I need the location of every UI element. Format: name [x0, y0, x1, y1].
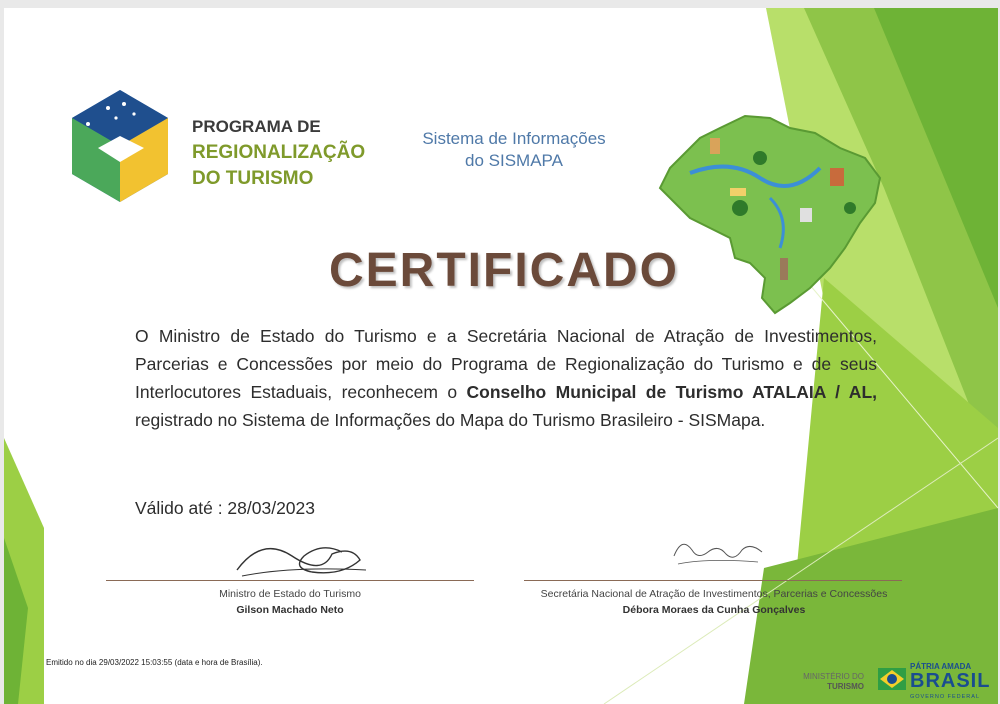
signature-secretary [668, 530, 768, 570]
issued-note: Emitido no dia 29/03/2022 15:03:55 (data e hora de Brasília). [46, 658, 263, 667]
brasil-wordmark: BRASIL [910, 670, 991, 692]
program-name-line3: DO TURISMO [192, 168, 314, 189]
body-part2: registrado no Sistema de Informações do Mapa do Turismo Brasileiro - SISMapa. [135, 410, 766, 430]
signature-left-role: Ministro de Estado do Turismo [219, 588, 361, 600]
signature-line-right [524, 580, 902, 581]
ministerio-line2: TURISMO [827, 682, 864, 691]
sismapa-line2: do SISMAPA [465, 151, 563, 170]
signature-right-name: Débora Moraes da Cunha Gonçalves [622, 604, 806, 616]
sismapa-heading [399, 128, 629, 172]
valid-until: Válido até : 28/03/2023 [135, 498, 316, 518]
body-entity-name: Conselho Municipal de Turismo ATALAIA / AL, [466, 382, 877, 402]
signature-line-left [106, 580, 474, 581]
signature-right-role: Secretária Nacional de Atração de Investimentos, Parcerias e Concessões [540, 588, 888, 600]
regionalizacao-logo [68, 88, 172, 204]
certificate-page [4, 8, 998, 704]
brasil-governo-federal: GOVERNO FEDERAL [910, 694, 981, 700]
program-name-line2: REGIONALIZAÇÃO [192, 142, 366, 163]
body-part1: O Ministro de Estado do Turismo e a Secretária Nacional de Atração de Investimentos, Parcerias e Concessões por meio do Programa de Regionalização do Turismo e de seus Interlocutores Estaduais, reconhecem o [135, 326, 877, 402]
certificate-body [135, 322, 877, 434]
program-name [192, 114, 365, 192]
ministerio-turismo-logo [800, 672, 864, 692]
brasil-tagline: PÁTRIA AMADA [910, 662, 972, 671]
program-name-line1: PROGRAMA DE [192, 117, 321, 136]
signature-left-name: Gilson Machado Neto [236, 604, 344, 616]
sismapa-line1: Sistema de Informações [422, 129, 606, 148]
ministerio-line1: MINISTÉRIO DO [803, 672, 864, 681]
certificate-title: CERTIFICADO [329, 244, 679, 297]
signature-minister [232, 526, 372, 582]
